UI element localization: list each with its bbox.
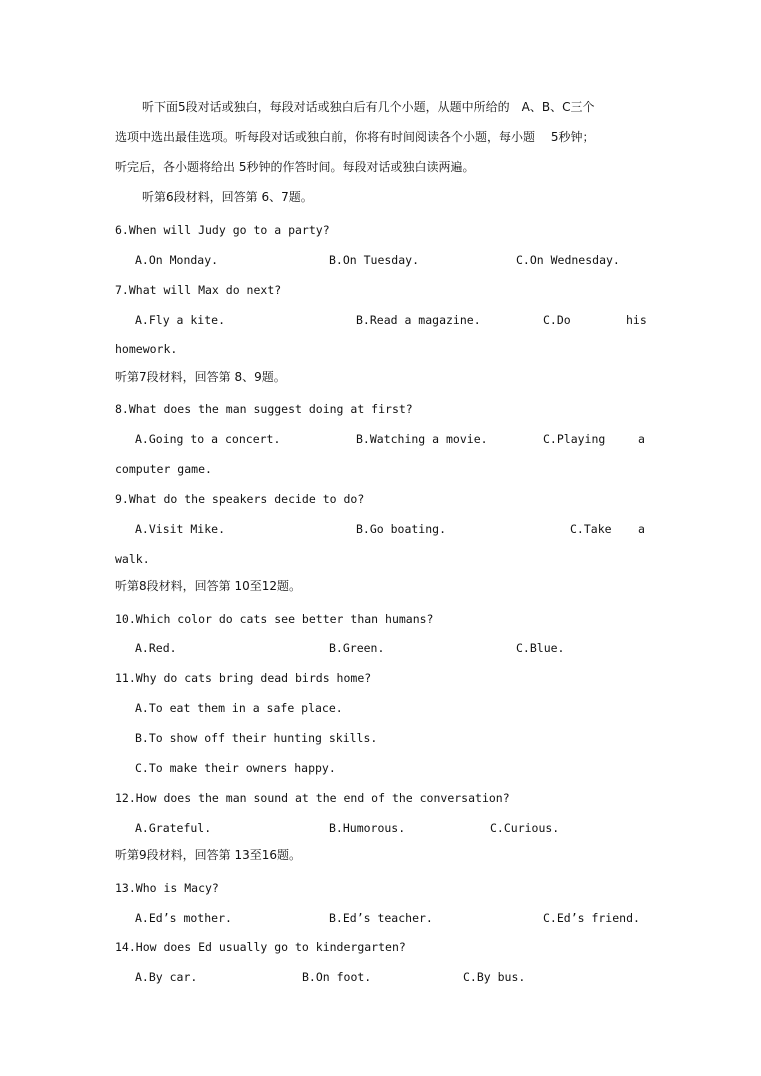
option-c-wrap: a — [638, 432, 645, 446]
option-a: A.Going to a concert. — [135, 432, 281, 446]
option-c: C.Playing — [543, 432, 606, 446]
option-a: A.Ed’s mother. — [135, 911, 232, 925]
option-c: C.Blue. — [516, 641, 565, 655]
option-b: B.On foot. — [302, 970, 372, 984]
option-c-wrap: a — [638, 522, 645, 536]
option-b: B.Humorous. — [329, 821, 406, 835]
question-stem: 8.What does the man suggest doing at first? — [115, 402, 413, 416]
question-stem: 6.When will Judy go to a party? — [115, 223, 330, 237]
option-c: C.To make their owners happy. — [135, 761, 336, 775]
option-c: C.Curious. — [490, 821, 560, 835]
option-continuation: walk. — [115, 552, 150, 566]
option-b: B.Go boating. — [356, 522, 447, 536]
question-stem: 10.Which color do cats see better than humans? — [115, 612, 434, 626]
option-c: C.Ed’s friend. — [543, 911, 640, 925]
question-stem: 13.Who is Macy? — [115, 881, 219, 895]
option-b: B.Read a magazine. — [356, 313, 481, 327]
instruction-line-3: 听完后，各小题将给出 5秒钟的作答时间。每段对话或独白读两遍。 — [115, 160, 475, 174]
option-a: A.To eat them in a safe place. — [135, 701, 343, 715]
option-c: C.By bus. — [463, 970, 526, 984]
question-stem: 7.What will Max do next? — [115, 283, 282, 297]
question-stem: 11.Why do cats bring dead birds home? — [115, 671, 372, 685]
option-a: A.Visit Mike. — [135, 522, 226, 536]
option-b: B.Green. — [329, 641, 385, 655]
option-continuation: computer game. — [115, 462, 212, 476]
option-a: A.Red. — [135, 641, 177, 655]
option-a: A.By car. — [135, 970, 198, 984]
option-b: B.On Tuesday. — [329, 253, 420, 267]
question-stem: 12.How does the man sound at the end of the conversation? — [115, 791, 510, 805]
section-header: 听第9段材料，回答第 13至16题。 — [115, 848, 301, 862]
instruction-line-2: 选项中选出最佳选项。听每段对话或独白前，你将有时间阅读各个小题，每小题 5秒钟； — [115, 130, 595, 144]
option-b: B.Ed’s teacher. — [329, 911, 433, 925]
option-c: C.Take — [570, 522, 612, 536]
option-b: B.To show off their hunting skills. — [135, 731, 378, 745]
section-header: 听第8段材料，回答第 10至12题。 — [115, 579, 301, 593]
question-stem: 14.How does Ed usually go to kindergarten? — [115, 940, 406, 954]
section-header: 听第7段材料，回答第 8、9题。 — [115, 370, 286, 384]
option-c-wrap: his — [626, 313, 647, 327]
option-c: C.Do — [543, 313, 571, 327]
instruction-line-1: 听下面5段对话或独白，每段对话或独白后有几个小题，从题中所给的 A、B、C三个 — [142, 100, 595, 114]
option-c: C.On Wednesday. — [516, 253, 620, 267]
option-a: A.Grateful. — [135, 821, 212, 835]
option-a: A.Fly a kite. — [135, 313, 226, 327]
option-b: B.Watching a movie. — [356, 432, 488, 446]
section-header: 听第6段材料，回答第 6、7题。 — [142, 190, 313, 204]
option-continuation: homework. — [115, 342, 178, 356]
question-stem: 9.What do the speakers decide to do? — [115, 492, 365, 506]
option-a: A.On Monday. — [135, 253, 219, 267]
